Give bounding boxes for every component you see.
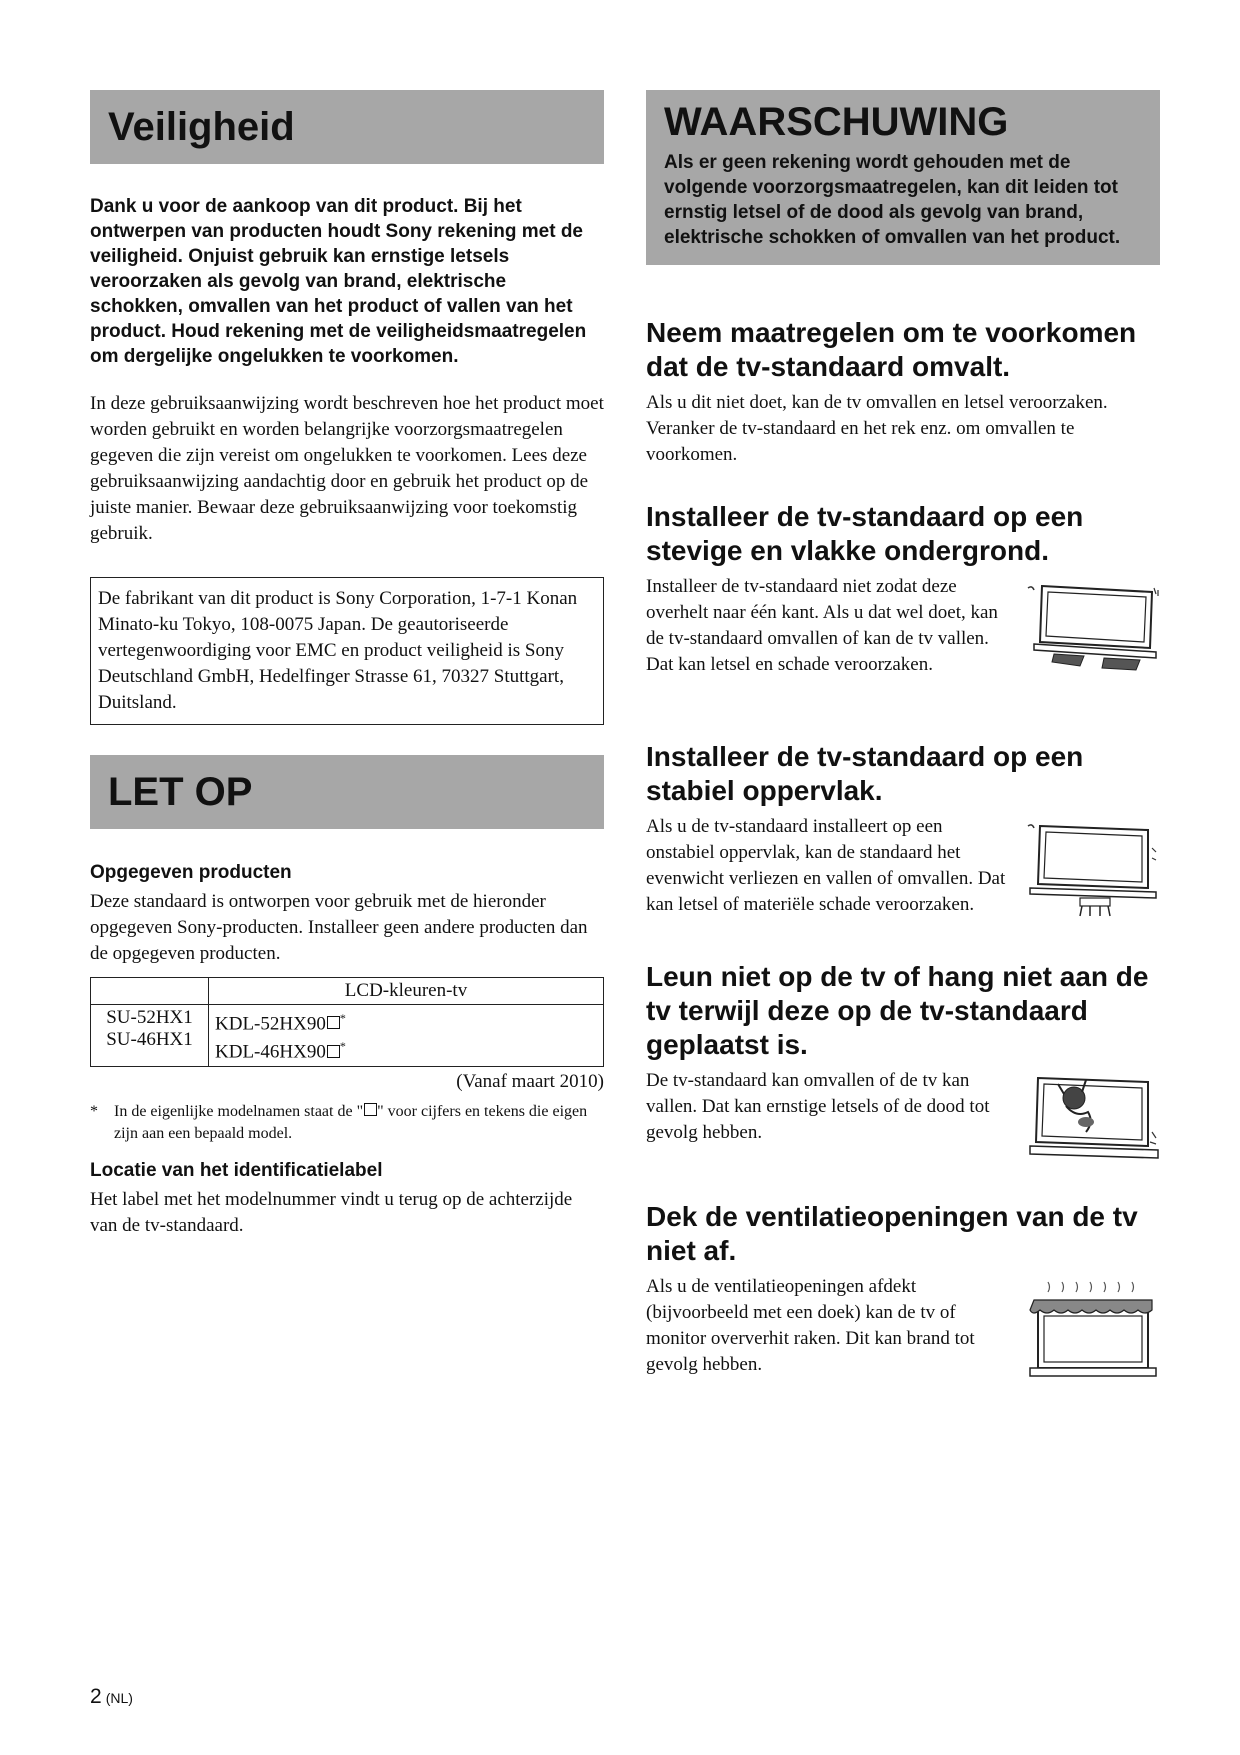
tv-models-cell (209, 1005, 604, 1067)
warning-title: WAARSCHUWING (664, 100, 1009, 144)
warning-box (646, 90, 1160, 265)
section-title: Installeer de tv-standaard op een stabiel oppervlak. (646, 741, 1084, 806)
date-note: (Vanaf maart 2010) (456, 1070, 604, 1092)
child-hanging-tv-illustration-icon (1024, 1072, 1160, 1172)
stand-models-cell (91, 1005, 209, 1067)
table-header-row (91, 978, 604, 1005)
section-title: Leun niet op de tv of hang niet aan de tv terwijl deze op de tv-standaard geplaatst is. (646, 961, 1149, 1060)
table-header-tv: LCD-kleuren-tv (209, 978, 604, 1005)
section-title: Installeer de tv-standaard op een stevige en vlakke ondergrond. (646, 501, 1084, 566)
section-text: Installeer de tv-standaard niet zodat deze overhelt naar één kant. Als u dat wel doet, kan de tv-standaard omvallen of kan de tv vallen. Dat kan letsel en schade veroorzaken. (646, 576, 998, 675)
footnote-text: In de eigenlijke modelnamen staat de " " voor cijfers en tekens die eigen zijn aan een bepaald model. (114, 1102, 588, 1142)
safety-banner (90, 90, 604, 164)
section-anti-tip (646, 316, 1160, 468)
caution-title: LET OP (108, 769, 253, 814)
footnote-star: * (90, 1102, 98, 1120)
placeholder-box-icon (327, 1016, 340, 1029)
safety-title: Veiligheid (108, 104, 295, 149)
page-number: 2 (NL) (90, 1685, 133, 1708)
footnote (90, 1101, 604, 1145)
section-ventilation (646, 1200, 1160, 1388)
tv-model: KDL-46HX90 * (215, 1039, 346, 1063)
table-row (91, 1005, 604, 1067)
section-text: Als u de ventilatieopeningen afdekt (bijvoorbeeld met een doek) kan de tv of monitor oververhit raken. Dit kan brand tot gevolg hebben. (646, 1276, 975, 1375)
table-header-empty (91, 978, 209, 1005)
section-stable-surface (646, 740, 1160, 918)
caution-banner (90, 755, 604, 829)
right-column (646, 90, 1160, 1490)
tilted-tv-illustration-icon (1024, 578, 1160, 678)
products-paragraph: Deze standaard is ontworpen voor gebruik met de hieronder opgegeven Sony-producten. Installeer geen andere producten dan de opgegeven producten. (90, 891, 588, 964)
manufacturer-box: De fabrikant van dit product is Sony Corporation, 1-7-1 Konan Minato-ku Tokyo, 108-0075 Japan. De geautoriseerde vertegenwoordiging voor EMC en product veiligheid is Sony Deutschland GmbH, Hedelfinger Strasse 61, 70327 Stuttgart, Duitsland. (90, 577, 604, 725)
section-text: Als u de tv-standaard installeert op een onstabiel oppervlak, kan de standaard het evenwicht verliezen en vallen of omvallen. Dat kan letsel of materiële schade veroorzaken. (646, 816, 1006, 915)
tv-model: KDL-52HX90 * (215, 1011, 346, 1035)
label-heading: Locatie van het identificatielabel (90, 1159, 383, 1181)
label-paragraph: Het label met het modelnummer vindt u terug op de achterzijde van de tv-standaard. (90, 1188, 573, 1236)
section-text: De tv-standaard kan omvallen of de tv kan vallen. Dat kan ernstige letsels of de dood tot gevolg hebben. (646, 1070, 990, 1143)
section-title: Neem maatregelen om te voorkomen dat de tv-standaard omvalt. (646, 317, 1137, 382)
models-table (90, 977, 604, 1067)
section-flat-surface (646, 500, 1160, 678)
section-title: Dek de ventilatieopeningen van de tv niet af. (646, 1201, 1138, 1266)
unstable-tv-illustration-icon (1024, 818, 1160, 918)
section-text: Als u dit niet doet, kan de tv omvallen en letsel veroorzaken. Veranker de tv-standaard en het rek enz. om omvallen te voorkomen. (646, 392, 1108, 465)
section-no-leaning (646, 960, 1160, 1172)
placeholder-box-icon (327, 1045, 340, 1058)
stand-model: SU-52HX1 (106, 1007, 193, 1028)
intro-paragraph: In deze gebruiksaanwijzing wordt beschreven hoe het product moet worden gebruikt en worden belangrijke voorzorgsmaatregelen gegeven die zijn vereist om ongelukken te voorkomen. Lees deze gebruiksaanwijzing aandachtig door en gebruik het product op de juiste manier. Bewaar deze gebruiksaanwijzing voor toekomstig gebruik. (90, 393, 604, 544)
covered-vents-tv-illustration-icon (1024, 1278, 1160, 1388)
warning-text: Als er geen rekening wordt gehouden met de volgende voorzorgsmaatregelen, kan dit leiden tot ernstig letsel of de dood als gevolg van brand, elektrische schokken of omvallen van het product. (664, 152, 1121, 248)
products-heading: Opgegeven producten (90, 862, 292, 883)
left-column (90, 90, 604, 1239)
intro-bold-paragraph: Dank u voor de aankoop van dit product. Bij het ontwerpen van producten houdt Sony rekening met de veiligheid. Onjuist gebruik kan ernstige letsels veroorzaken als gevolg van brand, elektrische schokken, omvallen van het product of vallen van het product. Houd rekening met de veiligheidsmaatregelen om dergelijke ongelukken te voorkomen. (90, 196, 587, 367)
placeholder-box-icon (364, 1103, 377, 1116)
stand-model: SU-46HX1 (106, 1029, 193, 1050)
